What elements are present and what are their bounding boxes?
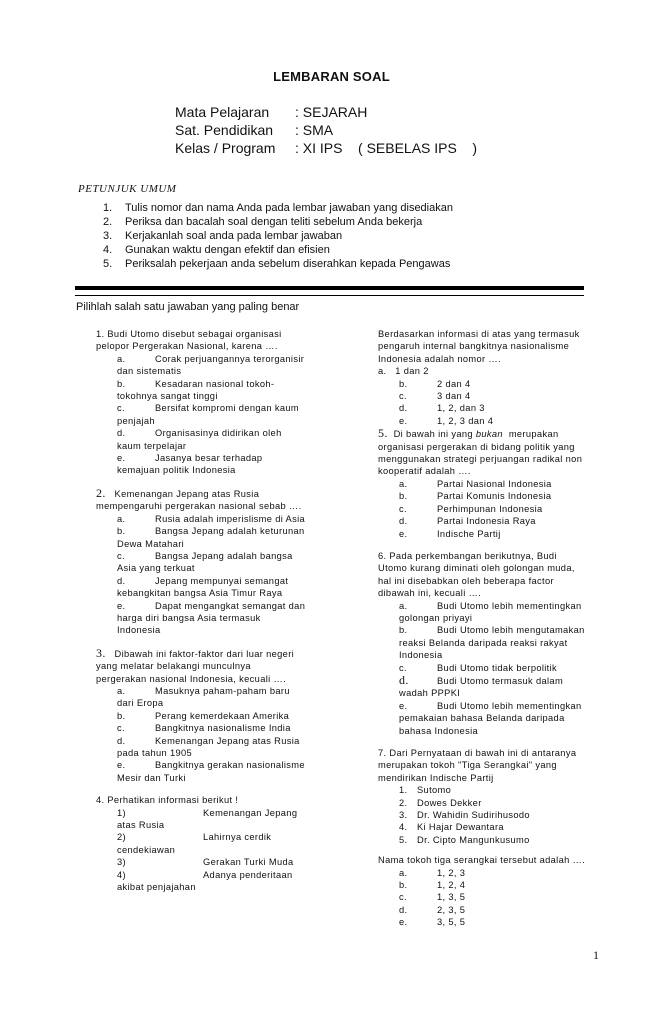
meta-value: : XI IPS ( SEBELAS IPS ) (295, 140, 478, 156)
general-instructions-list (103, 201, 453, 271)
question-7: 7. Dari Pernyataan di bawah ini di antaranya merupakan tokoh "Tiga Serangkai" yang mendirikan Indische Partij 1. Sutomo 2. Dowes Dekker 3. Dr. Wahidin Sudirihusodo 4. Ki Hajar Dewantara 5. Dr. Cipto Mangunkusumo Nama tokoh tiga serangkai tersebut adalah …. a. 1, 2, 3 b. 1, 2, 4 c. 1, 3, 5 d. 2, 3, 5 e. 3, 5, 5 (378, 747, 608, 929)
questions-right-column (378, 328, 608, 929)
option-c: c. Bangkitnya nasionalisme India (117, 723, 291, 734)
info-item: 2) Lahirnya cerdik (117, 832, 272, 843)
option-a: a. Masuknya paham-paham baru (117, 685, 290, 696)
option-b: b. Bangsa Jepang adalah keturunan (117, 526, 305, 537)
option-e: e. Bangkitnya gerakan nasionalisme (117, 760, 305, 771)
divider-thin (75, 295, 584, 296)
info-item: 4) Adanya penderitaan (117, 869, 293, 880)
list-item: 3. Dr. Wahidin Sudirihusodo (399, 810, 530, 821)
option-e: e. 3, 5, 5 (399, 917, 466, 928)
option-d: d. Organisasinya didirikan oleh (117, 428, 282, 439)
subject-info (175, 103, 477, 157)
option-c: c. 1, 3, 5 (399, 892, 466, 903)
option-d: d. 1, 2, dan 3 (399, 403, 485, 414)
page-number: 1 (593, 948, 599, 962)
question-4-continued: Berdasarkan informasi di atas yang termasuk pengaruh internal bangkitnya nasionalisme Indonesia adalah nomor …. a. 1 dan 2 b. 2 dan 4 c. 3 dan 4 d. 1, 2, dan 3 e. 1, 2, 3 dan 4 (378, 328, 608, 427)
meta-key: Mata Pelajaran (175, 104, 270, 120)
option-a: a. 1 dan 2 (378, 366, 429, 377)
option-a: a. 1, 2, 3 (399, 867, 466, 878)
meta-row-subject (175, 103, 477, 121)
meta-row-school (175, 121, 477, 139)
questions-left-column (96, 328, 336, 893)
question-2: 2. Kemenangan Jepang atas Rusia mempengaruhi pergerakan nasional sebab …. a. Rusia adalah imperislisme di Asia b. Bangsa Jepang adalah keturunan Dewa Matahari c. Bangsa Jepang adalah bangsa Asia yang terkuat d. Jepang mempunyai semangat kebangkitan bangsa Asia Timur Raya e. Dapat mengangkat semangat dan harga diri bangsa Asia termasuk Indonesia (96, 487, 336, 637)
option-e: e. Dapat mengangkat semangat dan (117, 600, 306, 611)
info-item: 3) Gerakan Turki Muda (117, 857, 294, 868)
instruction-item: 1. Tulis nomor dan nama Anda pada lembar jawaban yang disediakan (103, 202, 453, 214)
question-instruction: Pilihlah salah satu jawaban yang paling benar (76, 301, 300, 313)
question-6: 6. Pada perkembangan berikutnya, Budi Utomo kurang diminati oleh golongan muda, hal ini disebabkan oleh beberapa factor dibawah ini, kecuali …. a. Budi Utomo lebih mementingkan golongan priyayi b. Budi Utomo lebih mengutamakan reaksi Belanda daripada reaksi rakyat Indonesia c. Budi Utomo tidak berpolitik d. Budi Utomo termasuk dalam wadah PPPKI e. Budi Utomo lebih mementingkan pemakaian bahasa Belanda daripada bahasa Indonesia (378, 550, 608, 737)
question-5: 5. Di bawah ini yang bukan merupakan organisasi pergerakan di bidang politik yang menggunakan strategi perjuangan radikal non kooperatif adalah …. a. Partai Nasional Indonesia b. Partai Komunis Indonesia c. Perhimpunan Indonesia d. Partai Indonesia Raya e. Indische Partij (378, 427, 608, 540)
option-e: e. Indische Partij (399, 528, 501, 539)
option-c: c. 3 dan 4 (399, 391, 471, 402)
option-b: b. Partai Komunis Indonesia (399, 491, 552, 502)
option-b: b. 1, 2, 4 (399, 880, 466, 891)
option-e: e. Jasanya besar terhadap (117, 453, 263, 464)
option-c: c. Bangsa Jepang adalah bangsa (117, 550, 293, 561)
option-a: a. Budi Utomo lebih mementingkan (399, 600, 582, 611)
info-item: 1) Kemenangan Jepang (117, 807, 298, 818)
list-item: 1. Sutomo (399, 785, 452, 796)
option-a: a. Rusia adalah imperislisme di Asia (117, 513, 306, 524)
instruction-item: 3. Kerjakanlah soal anda pada lembar jawaban (103, 230, 343, 242)
option-b: b. 2 dan 4 (399, 378, 471, 389)
list-item: 2. Dowes Dekker (399, 797, 482, 808)
question-1: 1. Budi Utomo disebut sebagai organisasi pelopor Pergerakan Nasional, karena …. a. Corak perjuangannya terorganisir dan sistematis b. Kesadaran nasional tokoh- tokohnya sangat tinggi c. Bersifat kompromi dengan kaum penjajah d. Organisasinya didirikan oleh kaum terpelajar e. Jasanya besar terhadap kemajuan politik Indonesia (96, 328, 336, 477)
option-d: d. 2, 3, 5 (399, 904, 466, 915)
meta-value: : SEJARAH (295, 104, 368, 120)
question-3: 3. Dibawah ini faktor-faktor dari luar negeri yang melatar belakangi munculnya pergerakan nasional Indonesia, kecuali …. a. Masuknya paham-paham baru dari Eropa b. Perang kemerdekaan Amerika c. Bangkitnya nasionalisme India d. Kemenangan Jepang atas Rusia pada tahun 1905 e. Bangkitnya gerakan nasionalisme Mesir dan Turki (96, 647, 336, 784)
option-e: e. Budi Utomo lebih mementingkan (399, 700, 582, 711)
option-c: c. Budi Utomo tidak berpolitik (399, 662, 558, 673)
option-d: d. Budi Utomo termasuk dalam (399, 672, 564, 687)
option-e: e. 1, 2, 3 dan 4 (399, 415, 494, 426)
list-item: 5. Dr. Cipto Mangunkusumo (399, 834, 530, 845)
divider-thick (75, 286, 584, 290)
option-c: c. Perhimpunan Indonesia (399, 503, 543, 514)
option-d: d. Partai Indonesia Raya (399, 516, 536, 527)
option-b: b. Budi Utomo lebih mengutamakan (399, 625, 585, 636)
page-title: LEMBARAN SOAL (273, 69, 390, 84)
option-a: a. Partai Nasional Indonesia (399, 478, 552, 489)
meta-key: Kelas / Program (175, 140, 276, 156)
option-a: a. Corak perjuangannya terorganisir (117, 353, 305, 364)
option-d: d. Jepang mempunyai semangat (117, 575, 289, 586)
meta-key: Sat. Pendidikan (175, 122, 274, 138)
meta-row-class (175, 139, 477, 157)
option-b: b. Perang kemerdekaan Amerika (117, 710, 290, 721)
option-d: d. Kemenangan Jepang atas Rusia (117, 735, 300, 746)
instruction-item: 2. Periksa dan bacalah soal dengan teliti sebelum Anda bekerja (103, 216, 423, 228)
option-b: b. Kesadaran nasional tokoh- (117, 378, 275, 389)
general-instructions-heading: PETUNJUK UMUM (78, 183, 177, 195)
instruction-item: 4. Gunakan waktu dengan efektif dan efisien (103, 244, 330, 256)
option-c: c. Bersifat kompromi dengan kaum (117, 403, 299, 414)
list-item: 4. Ki Hajar Dewantara (399, 822, 504, 833)
question-4: 4. Perhatikan informasi berikut ! 1) Kemenangan Jepang atas Rusia 2) Lahirnya cerdik cendekiawan 3) Gerakan Turki Muda 4) Adanya penderitaan akibat penjajahan (96, 794, 336, 893)
instruction-item: 5. Periksalah pekerjaan anda sebelum diserahkan kepada Pengawas (103, 258, 451, 270)
meta-value: : SMA (295, 122, 334, 138)
